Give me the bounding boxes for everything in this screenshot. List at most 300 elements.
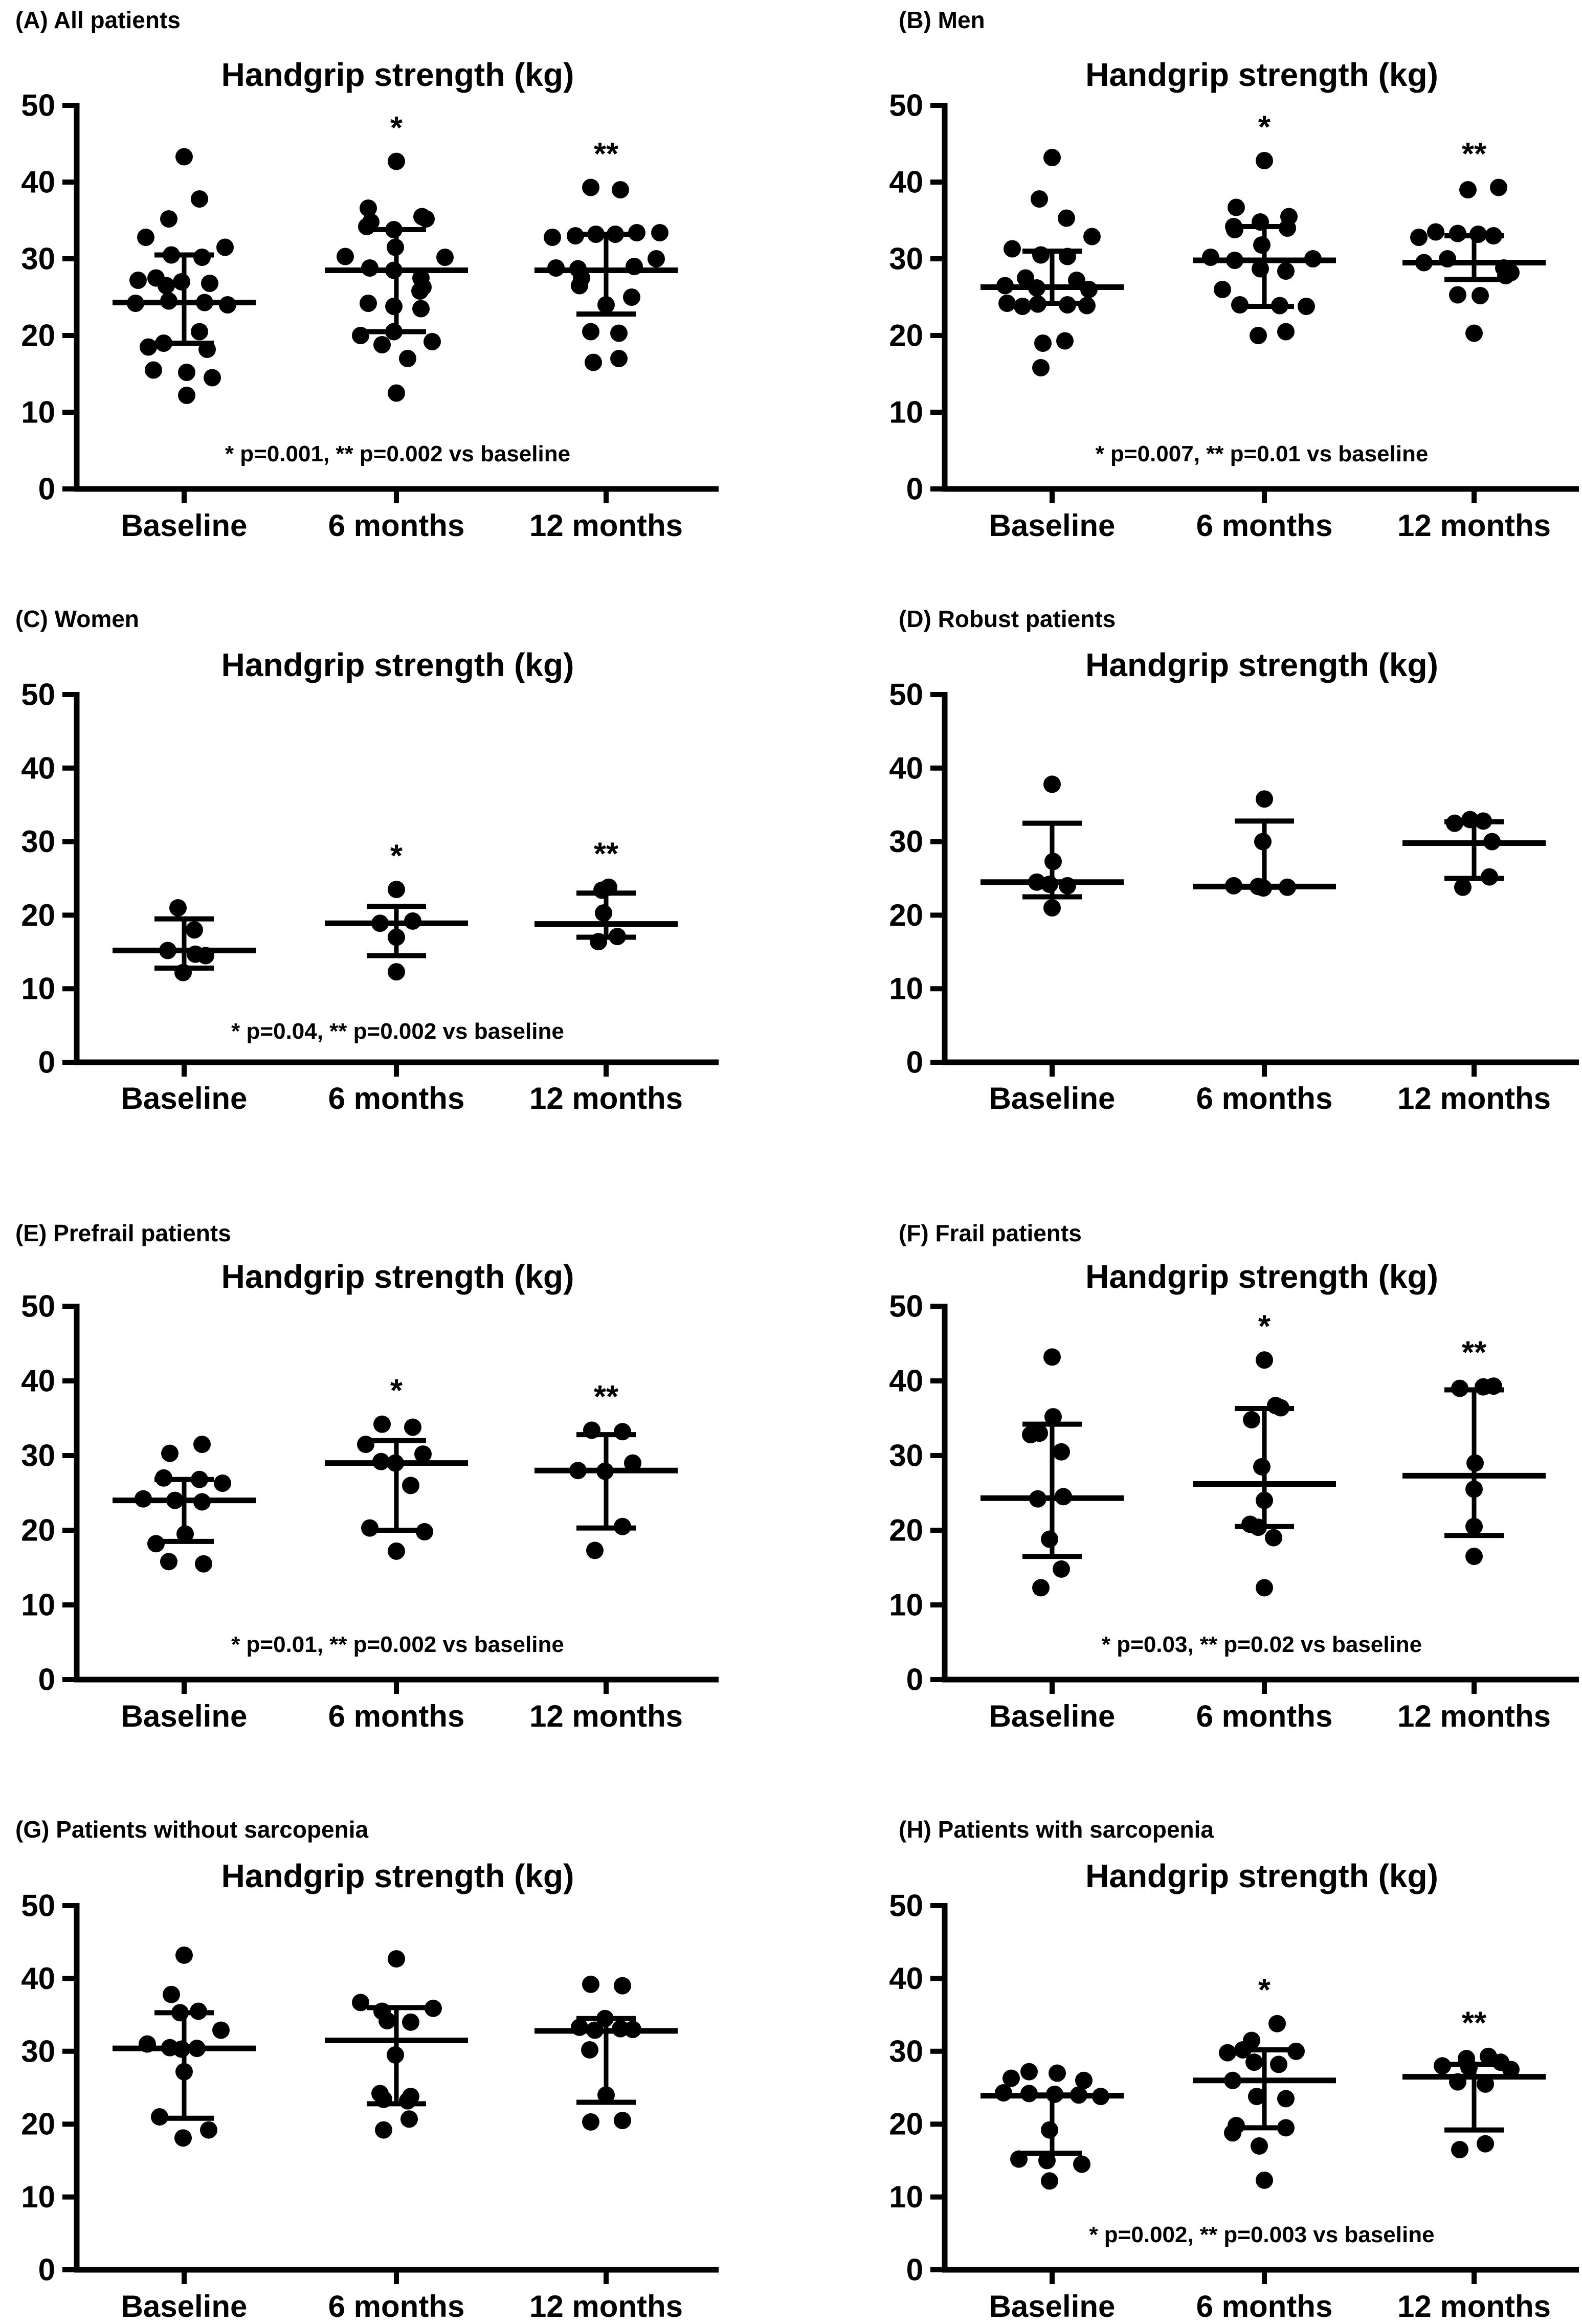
x-tick-label: 12 months [529,2289,683,2323]
data-point [373,1416,391,1433]
data-point [176,1525,194,1543]
data-point [1272,1399,1289,1417]
data-point [1041,876,1058,893]
data-point [371,914,389,932]
data-point [648,250,665,267]
data-point [1410,229,1428,246]
data-point [1073,2156,1090,2173]
plot-title: Handgrip strength (kg) [1085,1258,1438,1295]
data-point [357,1436,374,1453]
data-point [388,153,405,170]
y-tick-label: 0 [906,472,923,506]
data-point [609,928,626,945]
data-point [191,323,208,341]
data-point [352,327,369,344]
data-point [1032,247,1050,264]
data-point [1043,899,1061,917]
data-point [1055,1488,1072,1505]
data-point [1287,2043,1305,2060]
plot-title: Handgrip strength (kg) [221,1258,574,1295]
data-point [1014,298,1031,315]
y-tick-label: 20 [889,1513,923,1548]
panel-C-plot [0,581,791,1162]
data-point [1228,199,1245,216]
x-tick-label: 6 months [1196,1699,1333,1733]
data-point [1080,281,1098,298]
data-point [597,2086,615,2104]
data-point [1255,879,1272,897]
data-point [614,1977,631,1995]
data-point [1243,1411,1260,1428]
data-point [1451,1380,1468,1397]
data-point [1043,149,1061,166]
data-point [193,1436,211,1453]
x-tick-label: 12 months [529,1699,683,1733]
y-tick-label: 50 [21,88,55,123]
plot-title: Handgrip strength (kg) [221,1858,574,1894]
y-tick-label: 20 [21,1513,55,1548]
panel-label: (A) All patients [15,7,181,33]
panel-B [791,0,1582,581]
data-point [360,295,377,312]
y-tick-label: 30 [889,2034,923,2069]
data-point [583,1421,600,1439]
data-point [155,334,172,352]
y-tick-label: 10 [21,971,55,1006]
data-point [178,364,195,381]
data-point [567,227,584,244]
data-point [1483,833,1501,851]
data-point [174,964,192,981]
data-point [198,341,216,358]
data-point [388,385,405,402]
data-point [197,947,214,964]
data-point [417,210,435,228]
panel-F-plot [791,1162,1582,1743]
data-point [173,273,190,290]
data-point [1219,2044,1236,2062]
data-point [1477,2135,1494,2153]
data-point [404,912,421,930]
y-tick-label: 0 [906,1662,923,1697]
data-point [571,277,588,295]
data-point [1056,332,1074,350]
data-point [1465,325,1483,342]
data-point [375,2121,392,2139]
y-tick-label: 0 [38,472,55,506]
panel-label: (B) Men [899,7,985,33]
y-tick-label: 40 [889,1961,923,1996]
data-point [155,1469,172,1487]
significance-marker: * [1258,109,1271,145]
significance-marker: * [390,838,403,874]
panel-label: (F) Frail patients [899,1220,1082,1246]
data-point [1248,2088,1265,2105]
data-point [388,881,405,898]
data-point [1029,1490,1046,1508]
data-point [1043,1348,1061,1366]
data-point [571,2019,588,2036]
data-point [1469,226,1487,243]
y-tick-label: 0 [38,1045,55,1080]
data-point [361,1519,378,1537]
data-point [402,2014,419,2031]
data-point [544,229,561,246]
panel-C [0,581,791,1162]
data-point [1279,219,1296,237]
data-point [1465,1518,1483,1535]
y-tick-label: 40 [889,1364,923,1398]
data-point [1449,225,1466,242]
data-point [1231,296,1249,314]
x-tick-label: 6 months [1196,508,1333,543]
y-tick-label: 10 [889,971,923,1006]
data-point [1250,327,1267,344]
panel-label: (E) Prefrail patients [15,1220,231,1246]
data-point [385,221,403,238]
data-point [1020,2085,1038,2102]
data-point [1053,1560,1070,1578]
data-point [1092,2088,1109,2105]
x-tick-label: 6 months [328,508,465,543]
data-point [358,218,375,235]
data-point [195,1555,212,1573]
data-point [1226,252,1243,269]
data-point [1038,2152,1056,2169]
x-tick-label: 6 months [328,1699,465,1733]
data-point [337,248,354,265]
data-point [1028,279,1045,297]
x-tick-label: Baseline [989,1081,1116,1115]
data-point [1449,286,1466,304]
data-point [201,275,218,292]
data-point [1277,2119,1295,2136]
panel-B-plot [791,0,1582,581]
data-point [414,1445,432,1463]
data-point [612,181,629,198]
data-point [175,2063,193,2081]
data-point [412,300,430,318]
data-point [1083,228,1101,245]
data-point [388,1543,405,1560]
data-point [425,2000,442,2017]
data-point [163,247,180,264]
data-point [387,239,404,256]
y-tick-label: 20 [889,2107,923,2141]
data-point [996,277,1014,295]
data-point [1254,833,1272,851]
panel-D-plot [791,581,1582,1162]
data-point [1485,227,1502,244]
data-point [1446,815,1463,832]
data-point [1454,879,1472,896]
data-point [166,1492,184,1509]
data-point [214,1474,231,1492]
data-point [1251,2137,1268,2155]
data-point [385,323,403,341]
data-point [388,929,405,946]
data-point [200,2121,217,2139]
data-point [388,963,405,980]
panel-G [0,1743,791,2324]
data-point [424,333,441,350]
data-point [1253,236,1271,254]
y-tick-label: 10 [21,395,55,430]
y-tick-label: 0 [906,2252,923,2287]
data-point [173,2041,190,2058]
y-tick-label: 10 [21,2180,55,2215]
significance-marker: ** [1461,137,1487,172]
data-point [595,904,612,922]
data-point [1224,2072,1241,2089]
x-tick-label: Baseline [989,1699,1116,1733]
p-value-annotation: * p=0.002, ** p=0.003 vs baseline [1089,2222,1435,2247]
data-point [582,2113,599,2131]
data-point [387,1455,404,1472]
data-point [1427,224,1444,241]
data-point [191,1471,208,1488]
y-tick-label: 30 [889,824,923,859]
data-point [387,2046,404,2064]
data-point [175,148,193,166]
data-point [1044,853,1062,870]
data-point [1465,1481,1483,1498]
data-point [1439,250,1456,267]
data-point [587,226,605,243]
panel-F [791,1162,1582,1743]
y-tick-label: 50 [21,677,55,712]
data-point [388,1950,405,1968]
panel-label: (H) Patients with sarcopenia [899,1816,1214,1843]
data-point [569,1462,587,1479]
y-tick-label: 40 [21,751,55,786]
p-value-annotation: * p=0.04, ** p=0.002 vs baseline [231,1019,564,1044]
data-point [1004,240,1021,258]
data-point [1279,879,1296,896]
y-tick-label: 30 [21,2034,55,2069]
significance-marker: ** [1461,1335,1487,1371]
data-point [626,258,643,275]
y-tick-label: 50 [889,677,923,712]
data-point [169,899,187,917]
data-point [1029,296,1046,313]
data-point [1041,1531,1058,1548]
data-point [582,1976,599,1993]
data-point [404,1419,421,1436]
data-point [1252,260,1269,278]
data-point [188,2040,206,2057]
y-tick-label: 50 [889,1289,923,1324]
data-point [1477,2075,1494,2093]
data-point [582,179,599,196]
data-point [186,921,203,938]
y-tick-label: 40 [889,165,923,199]
data-point [147,1535,165,1552]
data-point [1034,334,1052,352]
y-tick-label: 0 [38,1662,55,1697]
y-tick-label: 10 [21,1588,55,1622]
data-point [1265,1529,1282,1547]
data-point [219,296,236,314]
plot-title: Handgrip strength (kg) [1085,646,1438,683]
data-point [1277,262,1295,280]
data-point [1256,1492,1273,1509]
panel-E [0,1162,791,1743]
panel-A [0,0,791,581]
data-point [610,350,628,367]
data-point [402,1477,419,1494]
data-point [1032,359,1050,376]
y-tick-label: 0 [906,1045,923,1080]
data-point [1256,1351,1273,1369]
panel-A-plot [0,0,791,581]
plot-title: Handgrip strength (kg) [1085,56,1438,93]
data-point [1256,1579,1273,1596]
significance-marker: * [390,1373,403,1409]
data-point [1475,812,1492,830]
panel-D [791,581,1582,1162]
y-tick-label: 30 [21,824,55,859]
data-point [385,298,403,315]
data-point [623,288,640,306]
data-point [174,2129,192,2147]
data-point [581,2041,598,2059]
panel-H-plot [791,1743,1582,2324]
y-tick-label: 40 [889,751,923,786]
data-point [1010,2151,1028,2168]
data-point [1049,2065,1066,2082]
data-point [127,295,144,312]
data-point [628,224,645,241]
panel-G-plot [0,1743,791,2324]
data-point [1459,181,1477,198]
significance-marker: * [1258,1309,1271,1345]
y-tick-label: 10 [889,395,923,430]
data-point [1245,2053,1263,2071]
data-point [436,249,454,266]
data-point [1277,2090,1295,2107]
data-point [212,2022,230,2039]
significance-marker: ** [1461,2005,1487,2041]
data-point [1472,287,1489,304]
data-point [1304,250,1322,267]
y-tick-label: 0 [38,2252,55,2287]
y-tick-label: 40 [21,165,55,199]
data-point [582,323,599,341]
y-tick-label: 50 [21,1888,55,1923]
data-point [1058,210,1075,227]
panel-label: (G) Patients without sarcopenia [15,1816,369,1843]
data-point [145,362,162,379]
data-point [1041,2121,1058,2139]
data-point [400,2110,418,2128]
data-point [399,350,416,367]
data-point [1268,2015,1286,2032]
y-tick-label: 40 [21,1364,55,1398]
data-point [416,1523,433,1540]
x-tick-label: 12 months [1397,1081,1551,1115]
data-point [1270,2055,1287,2073]
data-point [1031,190,1048,208]
y-tick-label: 20 [889,318,923,353]
data-point [1466,1455,1484,1472]
y-tick-label: 50 [21,1289,55,1324]
x-tick-label: 6 months [1196,2289,1333,2323]
x-tick-label: 6 months [328,2289,465,2323]
data-point [1434,2057,1451,2074]
data-point [1059,877,1076,895]
data-point [151,2108,168,2126]
x-tick-label: Baseline [121,1081,248,1115]
data-point [216,239,234,256]
y-tick-label: 30 [21,1438,55,1473]
y-tick-label: 50 [889,1888,923,1923]
data-point [1226,221,1243,238]
data-point [1022,1426,1039,1443]
data-point [1277,323,1295,341]
data-point [163,1986,180,2003]
data-point [1415,254,1433,272]
data-point [1043,775,1061,793]
data-point [1224,2124,1241,2141]
data-point [1256,152,1273,169]
y-tick-label: 10 [889,1588,923,1622]
data-point [1059,296,1076,314]
panel-H [791,1743,1582,2324]
data-point [196,294,213,311]
y-tick-label: 10 [889,2180,923,2215]
y-tick-label: 20 [889,898,923,932]
x-tick-label: Baseline [989,2289,1116,2323]
data-point [995,2084,1012,2102]
panel-label: (D) Robust patients [899,606,1116,632]
data-point [1449,2073,1466,2091]
data-point [160,293,177,310]
data-point [607,226,624,243]
x-tick-label: Baseline [989,508,1116,543]
data-point [1046,2086,1063,2103]
data-point [193,1493,211,1511]
data-point [614,1423,631,1440]
data-point [191,190,208,208]
data-point [204,369,221,387]
x-tick-label: Baseline [121,508,248,543]
data-point [998,295,1016,312]
p-value-annotation: * p=0.007, ** p=0.01 vs baseline [1095,441,1429,466]
y-tick-label: 30 [889,1438,923,1473]
data-point [1214,281,1231,298]
data-point [352,1994,369,2011]
data-point [373,336,391,353]
data-point [190,2002,207,2020]
x-tick-label: 12 months [1397,1699,1551,1733]
data-point [1020,2063,1038,2081]
x-tick-label: 6 months [328,1081,465,1115]
data-point [1059,248,1076,265]
data-point [411,282,429,300]
y-tick-label: 30 [889,241,923,276]
y-tick-label: 40 [21,1961,55,1996]
y-tick-label: 20 [21,2107,55,2141]
plot-title: Handgrip strength (kg) [1085,1858,1438,1894]
data-point [193,249,211,266]
data-point [378,2012,396,2029]
data-point [614,2112,631,2129]
panel-label: (C) Women [15,606,139,632]
data-point [1460,2059,1478,2076]
data-point [1225,877,1242,895]
data-point [593,882,611,899]
